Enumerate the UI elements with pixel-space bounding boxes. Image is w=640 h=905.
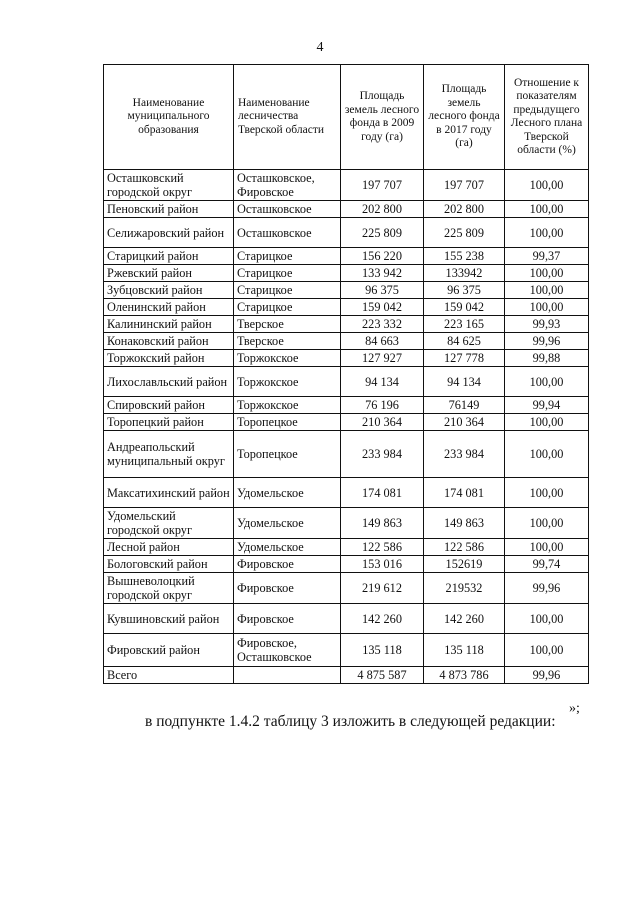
table-row [104, 265, 589, 282]
cell-area-2017: 84 625 [424, 333, 505, 350]
cell-forestry: Тверское [234, 333, 341, 350]
cell-municipality: Зубцовский район [104, 282, 234, 299]
cell-ratio: 99,96 [505, 573, 589, 604]
cell-ratio: 100,00 [505, 265, 589, 282]
cell-ratio: 100,00 [505, 367, 589, 397]
table-row [104, 539, 589, 556]
table-row [104, 299, 589, 316]
cell-area-2009: 122 586 [341, 539, 424, 556]
cell-area-2009: 210 364 [341, 414, 424, 431]
cell-forestry: Старицкое [234, 299, 341, 316]
cell-area-2017: 219532 [424, 573, 505, 604]
cell-area-2017: 197 707 [424, 170, 505, 201]
cell-area-2017: 174 081 [424, 478, 505, 508]
cell-ratio: 100,00 [505, 539, 589, 556]
table-row [104, 248, 589, 265]
cell-area-2009: 159 042 [341, 299, 424, 316]
cell-municipality: Кувшиновский район [104, 604, 234, 634]
table-row [104, 478, 589, 508]
cell-forestry: Старицкое [234, 282, 341, 299]
cell-area-2009: 76 196 [341, 397, 424, 414]
cell-municipality: Бологовский район [104, 556, 234, 573]
table-row [104, 201, 589, 218]
cell-municipality: Калининский район [104, 316, 234, 333]
cell-municipality: Пеновский район [104, 201, 234, 218]
cell-municipality: Старицкий район [104, 248, 234, 265]
cell-area-2017: 202 800 [424, 201, 505, 218]
cell-area-2017: 159 042 [424, 299, 505, 316]
cell-ratio: 100,00 [505, 414, 589, 431]
cell-forestry: Фировское [234, 604, 341, 634]
cell-ratio: 99,88 [505, 350, 589, 367]
table-row [104, 508, 589, 539]
cell-ratio: 100,00 [505, 299, 589, 316]
cell-municipality: Фировский район [104, 634, 234, 667]
cell-area-2009: 153 016 [341, 556, 424, 573]
cell-municipality: Торжокский район [104, 350, 234, 367]
cell-forestry: Торжокское [234, 397, 341, 414]
table-row [104, 414, 589, 431]
cell-area-2017: 135 118 [424, 634, 505, 667]
cell-ratio: 100,00 [505, 170, 589, 201]
cell-municipality: Конаковский район [104, 333, 234, 350]
cell-ratio: 99,37 [505, 248, 589, 265]
cell-area-2009: 202 800 [341, 201, 424, 218]
cell-forestry: Старицкое [234, 265, 341, 282]
cell-area-2009: 219 612 [341, 573, 424, 604]
header-area-2009: Площадь земель лесного фонда в 2009 году (га) [341, 65, 424, 170]
cell-ratio: 99,93 [505, 316, 589, 333]
cell-ratio: 100,00 [505, 634, 589, 667]
table-row [104, 350, 589, 367]
cell-ratio: 100,00 [505, 508, 589, 539]
cell-ratio: 100,00 [505, 604, 589, 634]
cell-municipality: Ржевский район [104, 265, 234, 282]
cell-ratio: 99,94 [505, 397, 589, 414]
cell-municipality: Андреапольский муниципальный округ [104, 431, 234, 478]
cell-forestry: Старицкое [234, 248, 341, 265]
closing-quote: »; [569, 701, 580, 716]
cell-area-2009: 133 942 [341, 265, 424, 282]
cell-area-2009: 96 375 [341, 282, 424, 299]
cell-area-2009: 149 863 [341, 508, 424, 539]
cell-area-2017: 133942 [424, 265, 505, 282]
cell-area-2009: 127 927 [341, 350, 424, 367]
cell-municipality: Вышневолоцкий городской округ [104, 573, 234, 604]
cell-area-2009: 174 081 [341, 478, 424, 508]
table-row [104, 367, 589, 397]
table-row [104, 170, 589, 201]
table-row [104, 333, 589, 350]
cell-municipality: Удомельский городской округ [104, 508, 234, 539]
cell-area-2017: 94 134 [424, 367, 505, 397]
cell-area-2017: 225 809 [424, 218, 505, 248]
cell-forestry: Удомельское [234, 539, 341, 556]
cell-area-2017: 127 778 [424, 350, 505, 367]
cell-area-2017: 96 375 [424, 282, 505, 299]
cell-area-2017: 149 863 [424, 508, 505, 539]
cell-area-2009: 94 134 [341, 367, 424, 397]
cell-ratio: 100,00 [505, 218, 589, 248]
cell-ratio: 99,96 [505, 333, 589, 350]
header-municipality: Наименование муниципального образования [104, 65, 234, 170]
cell-municipality: Лихославльский район [104, 367, 234, 397]
cell-municipality: Оленинский район [104, 299, 234, 316]
cell-area-2017: 76149 [424, 397, 505, 414]
cell-area-2017: 210 364 [424, 414, 505, 431]
total-label: Всего [104, 667, 234, 684]
total-ratio: 99,96 [505, 667, 589, 684]
table-row [104, 431, 589, 478]
table-row [104, 316, 589, 333]
cell-municipality: Селижаровский район [104, 218, 234, 248]
cell-municipality: Спировский район [104, 397, 234, 414]
cell-ratio: 100,00 [505, 478, 589, 508]
cell-forestry: Осташковское, Фировское [234, 170, 341, 201]
cell-area-2017: 223 165 [424, 316, 505, 333]
cell-ratio: 99,74 [505, 556, 589, 573]
header-forestry: Наименование лесничества Тверской области [234, 65, 341, 170]
cell-forestry: Осташковское [234, 218, 341, 248]
cell-forestry: Торопецкое [234, 414, 341, 431]
cell-forestry: Осташковское [234, 201, 341, 218]
cell-area-2017: 122 586 [424, 539, 505, 556]
cell-area-2009: 225 809 [341, 218, 424, 248]
cell-forestry: Удомельское [234, 478, 341, 508]
table-body [104, 170, 589, 684]
cell-municipality: Максатихинский район [104, 478, 234, 508]
table-row [104, 556, 589, 573]
total-forestry [234, 667, 341, 684]
cell-forestry: Удомельское [234, 508, 341, 539]
cell-forestry: Торопецкое [234, 431, 341, 478]
cell-forestry: Фировское [234, 573, 341, 604]
cell-area-2017: 142 260 [424, 604, 505, 634]
cell-area-2009: 223 332 [341, 316, 424, 333]
page-number: 4 [316, 40, 324, 55]
table-row [104, 634, 589, 667]
table-total-row [104, 667, 589, 684]
table-row [104, 573, 589, 604]
header-ratio: Отношение к показателям предыдущего Лесного плана Тверской области (%) [505, 65, 589, 170]
cell-area-2009: 197 707 [341, 170, 424, 201]
cell-ratio: 100,00 [505, 282, 589, 299]
header-area-2017: Площадь земель лесного фонда в 2017 году (га) [424, 65, 505, 170]
cell-forestry: Торжокское [234, 367, 341, 397]
cell-area-2017: 233 984 [424, 431, 505, 478]
cell-ratio: 100,00 [505, 431, 589, 478]
table-row [104, 397, 589, 414]
cell-municipality: Осташковский городской округ [104, 170, 234, 201]
forest-land-table [103, 64, 589, 684]
instruction-text: в подпункте 1.4.2 таблицу 3 изложить в следующей редакции: [145, 713, 556, 730]
cell-forestry: Тверское [234, 316, 341, 333]
cell-area-2009: 156 220 [341, 248, 424, 265]
cell-area-2009: 84 663 [341, 333, 424, 350]
table-row [104, 218, 589, 248]
table-row [104, 604, 589, 634]
cell-forestry: Фировское [234, 556, 341, 573]
cell-municipality: Лесной район [104, 539, 234, 556]
cell-forestry: Фировское, Осташковское [234, 634, 341, 667]
cell-area-2009: 142 260 [341, 604, 424, 634]
table-header-row [104, 65, 589, 170]
cell-area-2009: 233 984 [341, 431, 424, 478]
total-area-2017: 4 873 786 [424, 667, 505, 684]
table-row [104, 282, 589, 299]
cell-forestry: Торжокское [234, 350, 341, 367]
cell-ratio: 100,00 [505, 201, 589, 218]
cell-area-2017: 155 238 [424, 248, 505, 265]
cell-area-2009: 135 118 [341, 634, 424, 667]
cell-area-2017: 152619 [424, 556, 505, 573]
cell-municipality: Торопецкий район [104, 414, 234, 431]
total-area-2009: 4 875 587 [341, 667, 424, 684]
